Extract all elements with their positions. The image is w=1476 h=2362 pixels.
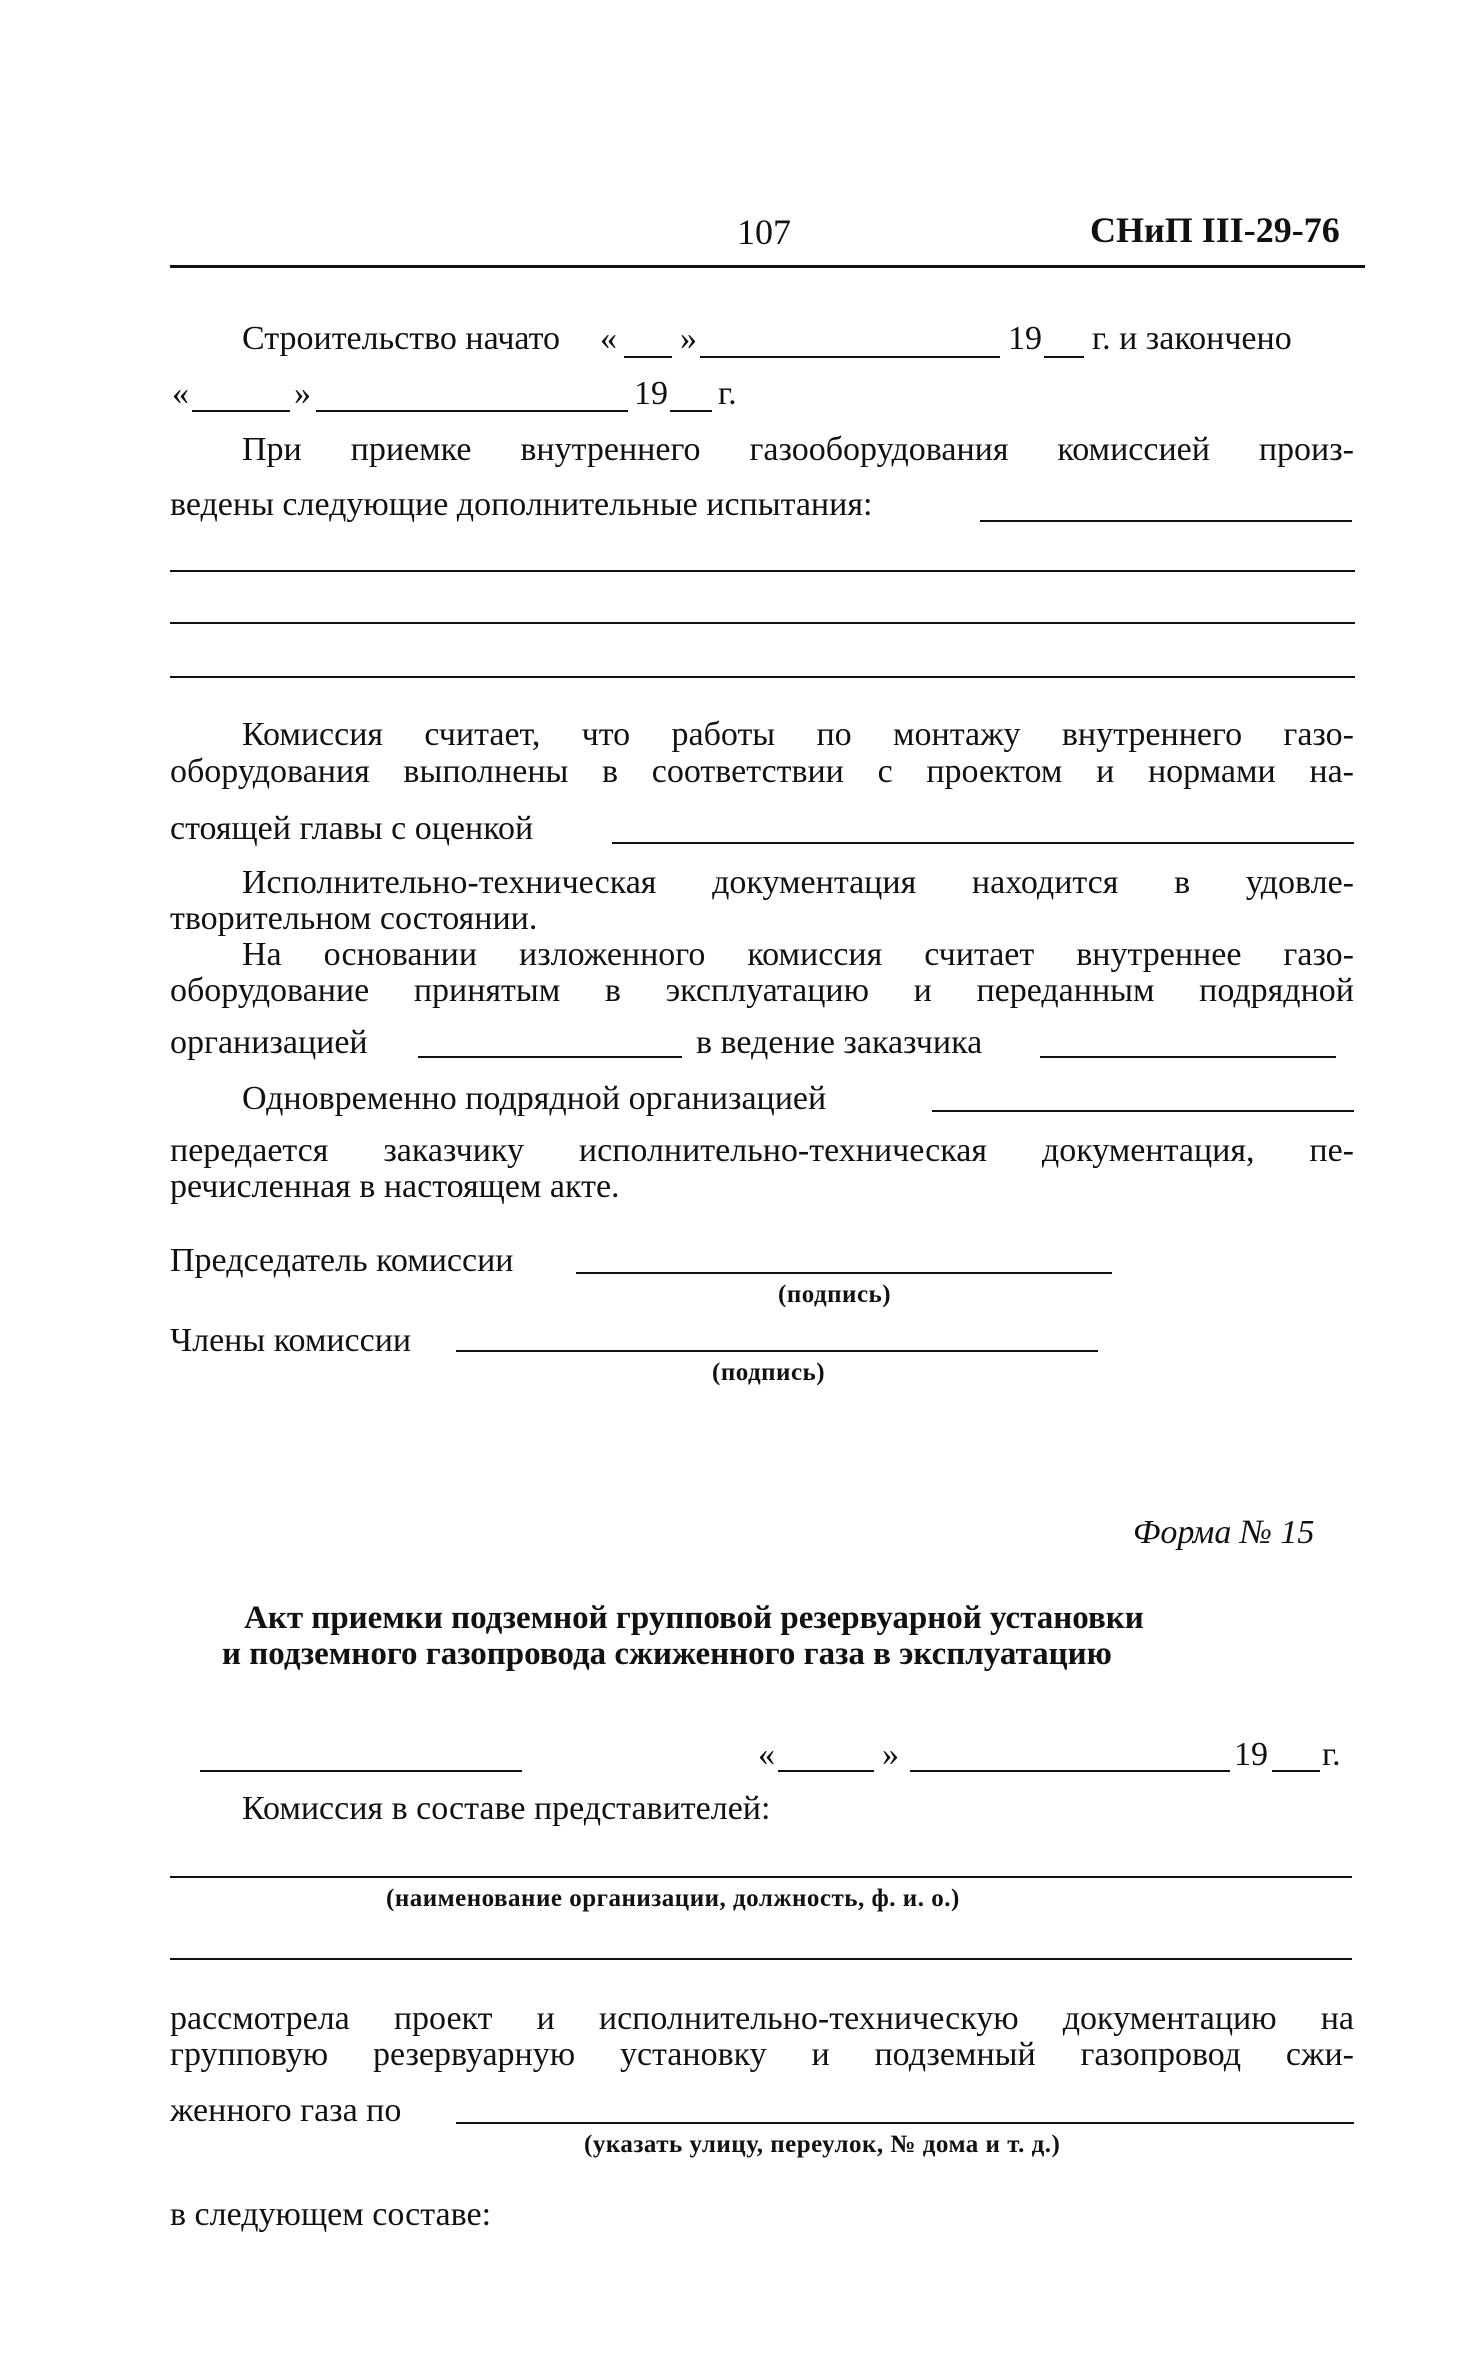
- composition-label: Комиссия в составе представителей:: [242, 1790, 771, 1827]
- address-field: [456, 2122, 1354, 2124]
- form-title-line-1: Акт приемки подземной групповой резервуарной установки: [244, 1600, 1144, 1636]
- commission-line-3: стоящей главы с оценкой: [170, 810, 534, 847]
- members-signature-caption: (подпись): [712, 1359, 826, 1386]
- commission-line-1: Комиссия считает, что работы по монтажу внутреннего газо-: [242, 716, 1354, 753]
- contractor-field: [418, 1056, 682, 1058]
- start-year-prefix: 19: [1008, 320, 1042, 357]
- finished-label: г. и закончено: [1092, 320, 1292, 357]
- tests-field-3: [170, 622, 1355, 624]
- tests-field-1: [980, 520, 1352, 522]
- tests-field-4: [170, 676, 1355, 678]
- end-year-prefix: 19: [634, 375, 668, 412]
- form-title-line-2: и подземного газопровода сжиженного газа в эксплуатацию: [222, 1636, 1112, 1672]
- quote-open: «: [172, 375, 189, 412]
- transfer-line-1: Одновременно подрядной организацией: [242, 1080, 827, 1117]
- docs-line-1: Исполнительно-техническая документация находится в удовле-: [242, 864, 1354, 901]
- basis-line-1: На основании изложенного комиссия считает внутреннее газо-: [242, 936, 1354, 973]
- quote-open: «: [758, 1736, 775, 1773]
- quote-close: »: [882, 1736, 899, 1773]
- composition-field-1: [170, 1876, 1352, 1878]
- form-number: Форма № 15: [1133, 1514, 1315, 1551]
- chairman-label: Председатель комиссии: [170, 1242, 514, 1279]
- members-label: Члены комиссии: [170, 1322, 412, 1359]
- basis-line-3-org: организацией: [170, 1024, 368, 1061]
- review-line-1: рассмотрела проект и исполнительно-техническую документацию на: [170, 2000, 1354, 2037]
- transfer-line-3: речисленная в настоящем акте.: [170, 1168, 620, 1205]
- basis-line-2: оборудование принятым в эксплуатацию и переданным подрядной: [170, 972, 1354, 1009]
- composition-field-2: [170, 1958, 1352, 1960]
- transfer-line-2: передается заказчику исполнительно-техническая документация, пе-: [170, 1132, 1354, 1169]
- start-day-field: [624, 356, 672, 358]
- page-number: 107: [737, 212, 791, 252]
- place-field: [200, 1770, 522, 1772]
- act-year-prefix: 19: [1234, 1736, 1268, 1773]
- transfer-org-field: [932, 1110, 1354, 1112]
- tests-field-2: [170, 570, 1355, 572]
- act-day-field: [778, 1770, 874, 1772]
- rating-field: [612, 842, 1354, 844]
- docs-line-2: творительном состоянии.: [170, 900, 538, 937]
- chairman-signature-caption: (подпись): [778, 1281, 892, 1308]
- act-year-field: [1272, 1770, 1320, 1772]
- start-month-field: [700, 356, 1000, 358]
- end-month-field: [316, 410, 628, 412]
- basis-line-3-customer: в ведение заказчика: [696, 1024, 983, 1061]
- construction-started-label: Строительство начато: [242, 320, 561, 357]
- commission-line-2: оборудования выполнены в соответствии с проектом и нормами на-: [170, 753, 1354, 790]
- review-line-3: женного газа по: [170, 2092, 402, 2129]
- tests-line-1: При приемке внутреннего газооборудования комиссией произ-: [242, 431, 1354, 468]
- review-line-2: групповую резервуарную установку и подземный газопровод сжи-: [170, 2036, 1354, 2073]
- quote-open: «: [600, 320, 617, 357]
- act-year-suffix: г.: [1322, 1736, 1341, 1773]
- act-month-field: [910, 1770, 1230, 1772]
- address-caption: (указать улицу, переулок, № дома и т. д.): [584, 2131, 1061, 2158]
- end-year-suffix: г.: [718, 375, 737, 412]
- customer-field: [1040, 1056, 1336, 1058]
- chairman-signature-field: [576, 1272, 1112, 1274]
- composition-caption: (наименование организации, должность, ф. и. о.): [386, 1885, 960, 1912]
- header-rule: [170, 265, 1365, 268]
- following-composition: в следующем составе:: [170, 2196, 492, 2233]
- start-year-field: [1044, 356, 1084, 358]
- end-year-field: [670, 410, 712, 412]
- end-day-field: [192, 410, 290, 412]
- quote-close: »: [294, 375, 311, 412]
- tests-line-2: ведены следующие дополнительные испытания:: [170, 486, 873, 523]
- members-signature-field: [456, 1350, 1098, 1352]
- document-code: СНиП III-29-76: [1090, 210, 1340, 250]
- quote-close: »: [680, 320, 697, 357]
